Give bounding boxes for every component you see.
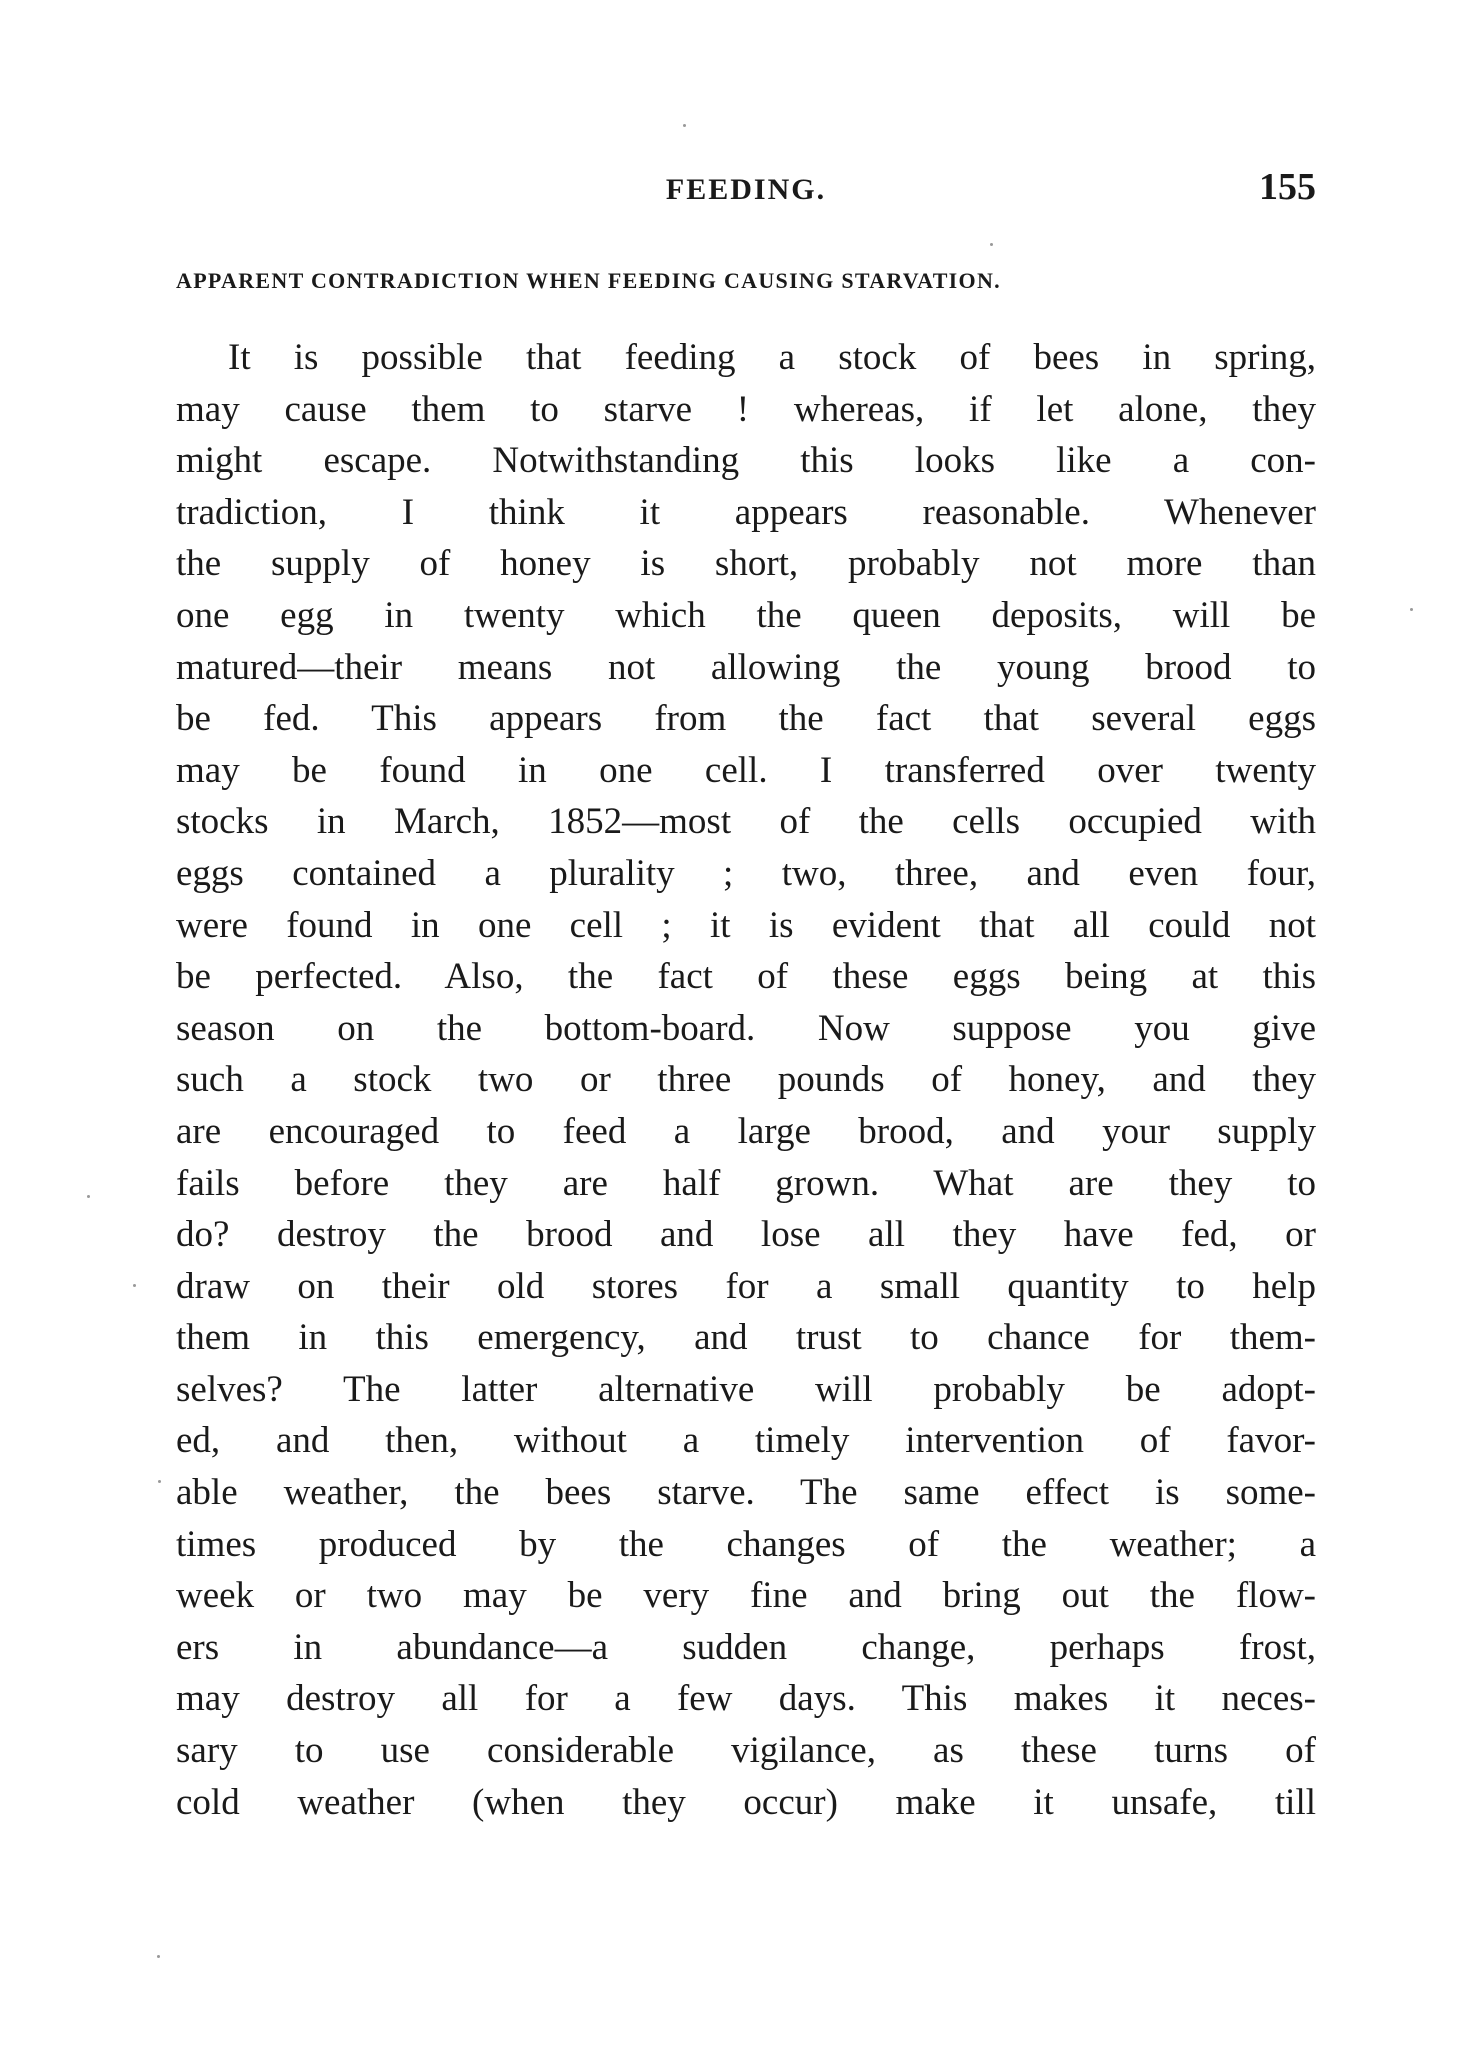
text-line: such a stock two or three pounds of honey, and they (176, 1059, 1316, 1101)
text-line: stocks in March, 1852—most of the cells occupied with (176, 801, 1316, 843)
text-line: do? destroy the brood and lose all they have fed, or (176, 1214, 1316, 1256)
scan-speck (157, 1955, 160, 1958)
text-line: may cause them to starve ! whereas, if let alone, they (176, 388, 1316, 430)
running-title: FEEDING. (665, 173, 827, 206)
text-line: them in this emergency, and trust to chance for them- (176, 1317, 1316, 1359)
text-line: able weather, the bees starve. The same effect is some- (176, 1472, 1316, 1514)
text-line: fails before they are half grown. What are they to (176, 1162, 1316, 1204)
body-paragraph (176, 332, 1316, 1828)
text-line: selves? The latter alternative will probably be adopt- (176, 1368, 1316, 1410)
scan-speck (133, 1284, 136, 1287)
scan-speck (158, 1480, 161, 1483)
page-number: 155 (1259, 166, 1316, 208)
text-line: might escape. Notwithstanding this looks like a con- (176, 440, 1316, 482)
text-line: are encouraged to feed a large brood, and your supply (176, 1110, 1316, 1152)
scan-speck (87, 1195, 90, 1198)
text-line: ers in abundance—a sudden change, perhaps frost, (176, 1626, 1316, 1668)
text-line: may be found in one cell. I transferred over twenty (176, 749, 1316, 791)
text-line: be fed. This appears from the fact that several eggs (176, 698, 1316, 740)
text-line: one egg in twenty which the queen deposits, will be (176, 594, 1316, 636)
running-head (176, 165, 1316, 215)
text-line: times produced by the changes of the weather; a (176, 1523, 1316, 1565)
text-line: be perfected. Also, the fact of these eggs being at this (176, 956, 1316, 998)
text-line: may destroy all for a few days. This makes it neces- (176, 1678, 1316, 1720)
section-heading: APPARENT CONTRADICTION WHEN FEEDING CAUSING STARVATION. (176, 268, 1001, 293)
text-line: cold weather (when they occur) make it unsafe, till (176, 1781, 1316, 1823)
text-line: eggs contained a plurality ; two, three, and even four, (176, 852, 1316, 894)
scan-speck (990, 243, 993, 246)
scan-speck (1410, 608, 1413, 611)
scan-speck (683, 124, 686, 127)
text-line: matured—their means not allowing the young brood to (176, 646, 1316, 688)
text-line: tradiction, I think it appears reasonable. Whenever (176, 491, 1316, 533)
text-line: the supply of honey is short, probably not more than (176, 543, 1316, 585)
text-line: sary to use considerable vigilance, as these turns of (176, 1730, 1316, 1772)
text-line: ed, and then, without a timely intervention of favor- (176, 1420, 1316, 1462)
text-line: week or two may be very fine and bring out the flow- (176, 1575, 1316, 1617)
text-line: were found in one cell ; it is evident that all could not (176, 904, 1316, 946)
text-line: It is possible that feeding a stock of bees in spring, (228, 337, 1316, 378)
text-line: season on the bottom-board. Now suppose you give (176, 1007, 1316, 1049)
text-line: draw on their old stores for a small quantity to help (176, 1265, 1316, 1307)
